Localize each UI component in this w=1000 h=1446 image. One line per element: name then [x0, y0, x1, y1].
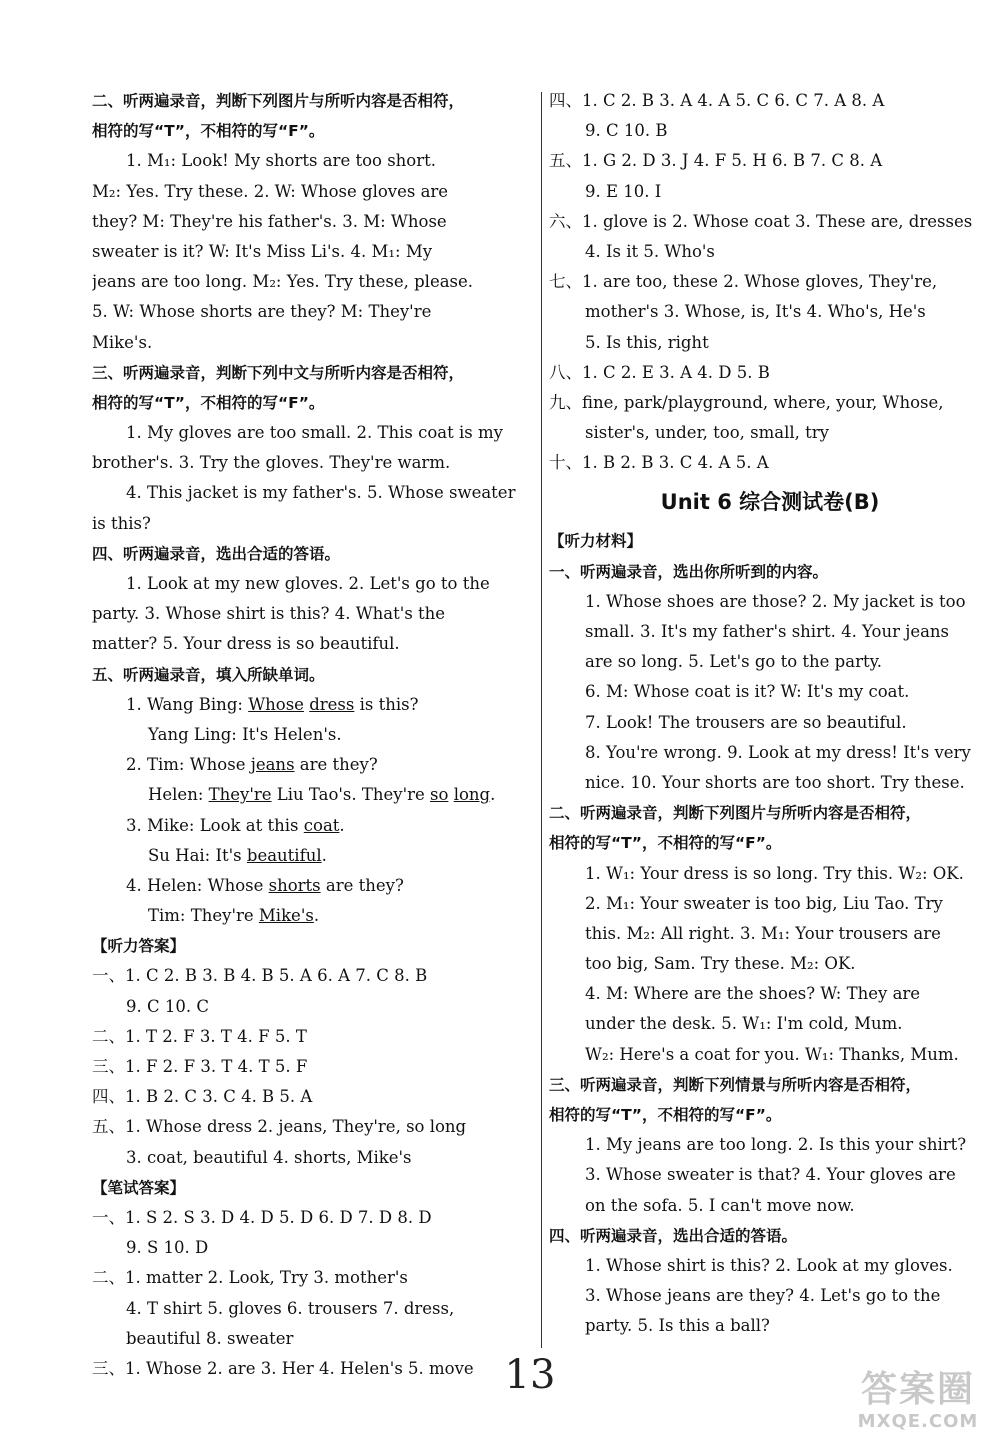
answer-line: 一、1. S 2. S 3. D 4. D 5. D 6. D 7. D 8. D	[92, 1207, 432, 1227]
answer-line: 三、1. F 2. F 3. T 4. T 5. F	[92, 1057, 308, 1076]
text-line: jeans are too long. M₂: Yes. Try these, please.	[92, 272, 474, 292]
text-line: brother's. 3. Try the gloves. They're warm.	[92, 453, 451, 473]
text-line: nice. 10. Your shorts are too short. Try these.	[585, 772, 965, 792]
dialogue-line	[92, 690, 532, 720]
dialogue-text: Liu Tao's. They're	[271, 785, 431, 805]
answer-line: 八、1. C 2. E 3. A 4. D 5. B	[549, 362, 770, 382]
dialogue-text: 3. Mike: Look at this	[126, 815, 304, 835]
text-line: 1. Look at my new gloves. 2. Let's go to the	[126, 574, 490, 593]
section-heading-cont: 相符的写“T”，不相符的写“F”。	[92, 393, 325, 412]
answer-line: 一、1. C 2. B 3. B 4. B 5. A 6. A 7. C 8. B	[92, 966, 428, 986]
filled-blank: coat	[303, 815, 340, 835]
dialogue-line	[92, 750, 532, 780]
dialogue-text: 2. Tim: Whose	[126, 755, 251, 775]
filled-blank: long	[453, 785, 491, 805]
answer-line: 4. Is it 5. Who's	[585, 241, 715, 261]
dialogue-text: 1. Wang Bing:	[126, 694, 249, 714]
dialogue-line: Yang Ling: It's Helen's.	[148, 724, 342, 744]
text-line: 7. Look! The trousers are so beautiful.	[585, 712, 907, 732]
dialogue-text: .	[490, 785, 496, 805]
answer-line: sister's, under, too, small, try	[585, 423, 829, 443]
filled-blank: shorts	[268, 875, 321, 895]
dialogue-line	[92, 871, 532, 901]
text-line: too big, Sam. Try these. M₂: OK.	[585, 954, 856, 974]
text-line: under the desk. 5. W₁: I'm cold, Mum.	[585, 1014, 903, 1034]
answer-line: 五、1. Whose dress 2. jeans, They're, so long	[92, 1117, 467, 1137]
answer-line: 七、1. are too, these 2. Whose gloves, They're,	[549, 272, 938, 292]
text-line: 1. W₁: Your dress is so long. Try this. W₂: OK.	[585, 863, 964, 883]
filled-blank: Whose	[248, 694, 304, 714]
dialogue-text: .	[321, 845, 327, 865]
left-column	[92, 86, 532, 1384]
dialogue-text: are they?	[294, 755, 378, 775]
answer-line: 9. C 10. B	[585, 121, 668, 141]
text-line: 2. M₁: Your sweater is too big, Liu Tao. Try	[585, 893, 943, 913]
section-heading: 二、听两遍录音，判断下列图片与所听内容是否相符，	[549, 804, 922, 823]
answer-line: mother's 3. Whose, is, It's 4. Who's, He's	[585, 302, 926, 322]
answer-line: 九、fine, park/playground, where, your, Whose,	[549, 392, 944, 412]
dialogue-text: Helen:	[148, 785, 209, 805]
section-heading-cont: 相符的写“T”，不相符的写“F”。	[92, 122, 325, 141]
answer-heading: 【听力答案】	[92, 937, 186, 956]
page-number: 13	[504, 1352, 556, 1398]
text-line: are so long. 5. Let's go to the party.	[585, 652, 882, 672]
filled-blank: Mike's	[258, 906, 314, 926]
text-line: small. 3. It's my father's shirt. 4. Your jeans	[585, 622, 950, 641]
dialogue-text: Su Hai: It's	[148, 845, 247, 865]
dialogue-text: are they?	[320, 875, 404, 895]
answer-line: 六、1. glove is 2. Whose coat 3. These are, dresses	[549, 211, 973, 231]
filled-blank: jeans	[250, 755, 295, 775]
dialogue-text: 4. Helen: Whose	[126, 875, 269, 895]
section-heading: 二、听两遍录音，判断下列图片与所听内容是否相符，	[92, 92, 465, 110]
text-line: 4. This jacket is my father's. 5. Whose sweater	[126, 483, 516, 503]
text-line: 4. M: Where are the shoes? W: They are	[585, 984, 921, 1004]
answer-line: beautiful 8. sweater	[126, 1328, 294, 1348]
dialogue-line	[92, 901, 532, 931]
dialogue-text: Tim: They're	[148, 906, 259, 926]
answer-line: 3. coat, beautiful 4. shorts, Mike's	[126, 1147, 412, 1167]
answer-line: 5. Is this, right	[585, 332, 709, 352]
text-line: W₂: Here's a coat for you. W₁: Thanks, Mum.	[585, 1044, 959, 1064]
text-line: 1. Whose shirt is this? 2. Look at my gloves.	[585, 1255, 953, 1275]
text-line: 1. My jeans are too long. 2. Is this your shirt?	[585, 1135, 967, 1155]
answer-line: 9. E 10. I	[585, 181, 662, 201]
section-heading: 四、听两遍录音，选出合适的答语。	[549, 1226, 798, 1245]
dialogue-text: is this?	[354, 694, 419, 714]
section-heading: 五、听两遍录音，填入所缺单词。	[92, 665, 325, 684]
section-heading-cont: 相符的写“T”，不相符的写“F”。	[549, 834, 782, 853]
dialogue-text: .	[313, 906, 320, 926]
text-line: M₂: Yes. Try these. 2. W: Whose gloves are	[92, 181, 449, 201]
section-heading: 三、听两遍录音，判断下列情景与所听内容是否相符，	[549, 1075, 922, 1094]
filled-blank: They're	[208, 785, 272, 805]
material-heading: 【听力材料】	[549, 532, 643, 551]
answer-heading: 【笔试答案】	[92, 1178, 186, 1197]
answer-line: 4. T shirt 5. gloves 6. trousers 7. dress,	[126, 1298, 455, 1318]
filled-blank: so	[430, 785, 449, 805]
answer-line: 9. S 10. D	[126, 1238, 209, 1258]
answer-line: 二、1. T 2. F 3. T 4. F 5. T	[92, 1026, 307, 1046]
answer-line: 四、1. B 2. C 3. C 4. B 5. A	[92, 1087, 313, 1107]
text-line: party. 5. Is this a ball?	[585, 1316, 770, 1336]
filled-blank: beautiful	[246, 845, 322, 865]
text-line: 5. W: Whose shorts are they? M: They're	[92, 302, 432, 322]
answer-line: 二、1. matter 2. Look, Try 3. mother's	[92, 1268, 408, 1288]
column-divider	[541, 92, 542, 1348]
right-column	[549, 86, 991, 1342]
site-watermark	[838, 1370, 998, 1442]
text-line: on the sofa. 5. I can't move now.	[585, 1195, 855, 1215]
dialogue-line	[92, 811, 532, 841]
text-line: 3. Whose sweater is that? 4. Your gloves are	[585, 1165, 956, 1185]
dialogue-text: .	[339, 815, 345, 835]
answer-line: 四、1. C 2. B 3. A 4. A 5. C 6. C 7. A 8. A	[549, 91, 885, 110]
text-line: 8. You're wrong. 9. Look at my dress! It's very	[585, 742, 971, 762]
text-line: matter? 5. Your dress is so beautiful.	[92, 634, 400, 654]
text-line: 3. Whose jeans are they? 4. Let's go to the	[585, 1286, 941, 1306]
watermark-domain: MXQE.COM	[857, 1411, 979, 1432]
watermark-logo-text: 答案圈	[860, 1369, 975, 1410]
text-line: 1. My gloves are too small. 2. This coat is my	[126, 423, 503, 443]
section-heading-cont: 相符的写“T”，不相符的写“F”。	[549, 1106, 782, 1124]
text-line: party. 3. Whose shirt is this? 4. What's the	[92, 604, 446, 624]
unit-title: Unit 6 综合测试卷(B)	[660, 490, 880, 515]
dialogue-line	[92, 780, 532, 810]
section-heading: 一、听两遍录音，选出你所听到的内容。	[549, 562, 829, 581]
text-line: they? M: They're his father's. 3. M: Whose	[92, 211, 447, 231]
dialogue-line	[92, 841, 532, 871]
text-line: Mike's.	[92, 332, 153, 352]
answer-line: 五、1. G 2. D 3. J 4. F 5. H 6. B 7. C 8. A	[549, 151, 883, 171]
text-line: 1. M₁: Look! My shorts are too short.	[126, 151, 436, 171]
text-line: 6. M: Whose coat is it? W: It's my coat.	[585, 682, 910, 702]
filled-blank: dress	[309, 694, 355, 714]
text-line: this. M₂: All right. 3. M₁: Your trousers are	[585, 923, 941, 943]
text-line: sweater is it? W: It's Miss Li's. 4. M₁: My	[92, 241, 433, 261]
answer-line: 三、1. Whose 2. are 3. Her 4. Helen's 5. move	[92, 1358, 474, 1378]
text-line: 1. Whose shoes are those? 2. My jacket is too	[585, 591, 966, 611]
answer-line: 十、1. B 2. B 3. C 4. A 5. A	[549, 453, 769, 473]
section-heading: 三、听两遍录音，判断下列中文与所听内容是否相符，	[92, 363, 465, 382]
section-heading: 四、听两遍录音，选出合适的答语。	[92, 544, 341, 563]
text-line: is this?	[92, 513, 151, 533]
answer-line: 9. C 10. C	[126, 996, 209, 1016]
